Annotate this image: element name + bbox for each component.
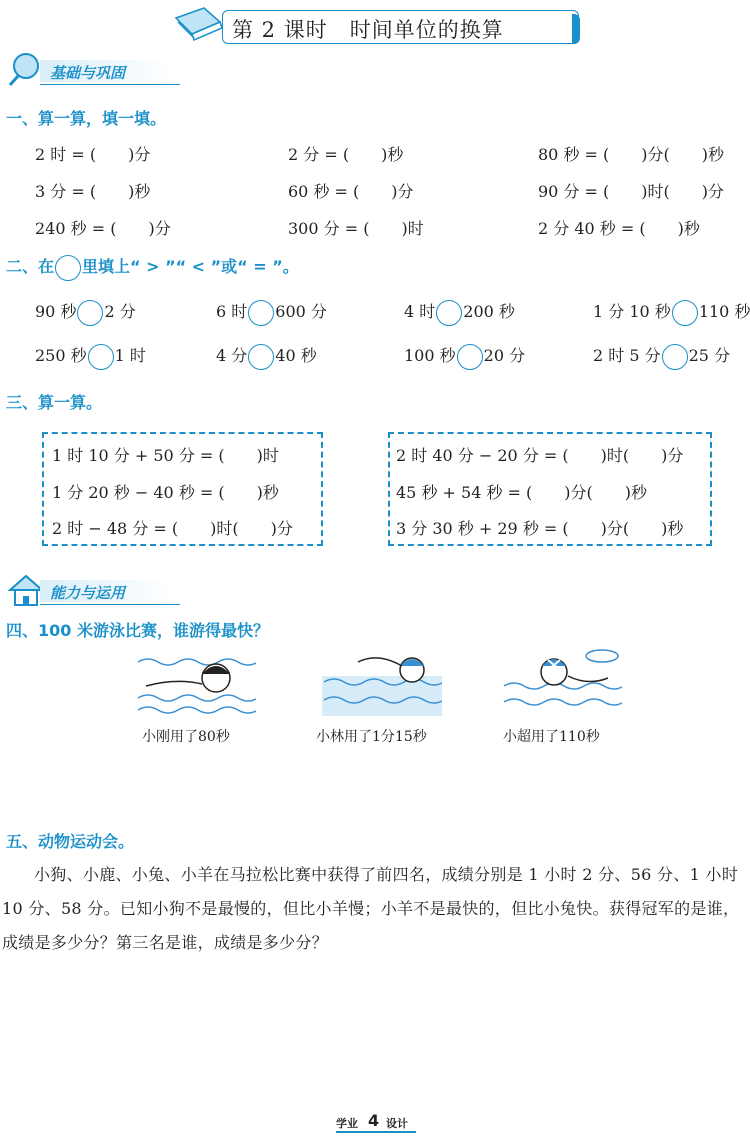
- q3-left-row: 2 时 − 48 分 = ( )时( )分: [52, 519, 293, 538]
- compare-circle[interactable]: [662, 344, 688, 370]
- swimmer-xiaolin-illustration: [322, 650, 442, 720]
- compare-circle[interactable]: [248, 344, 274, 370]
- section-banner-label: 基础与巩固: [50, 64, 126, 82]
- section-banner-label: 能力与运用: [50, 584, 126, 602]
- swimmer-caption: 小刚用了80秒: [142, 729, 230, 745]
- q5-heading: 五、动物运动会。: [6, 832, 135, 851]
- compare-circle[interactable]: [457, 344, 483, 370]
- header-banner: [170, 6, 590, 48]
- q5-body: 小狗、小鹿、小兔、小羊在马拉松比赛中获得了前四名，成绩分别是 1 小时 2 分、56 分、1 小时 10 分、58 分。已知小狗不是最慢的，但比小羊慢；小羊不是最快的，但比小兔快。获得冠军的是谁，成绩是多少分？第三名是谁，成绩是多少分？: [2, 865, 740, 952]
- swimmer-xiaogang-illustration: [136, 650, 256, 720]
- compare-item: 4 分 40 秒: [216, 343, 317, 370]
- compare-item: 90 秒 2 分: [35, 299, 136, 326]
- q1-cell: 2 时 = ( )分: [35, 145, 151, 164]
- page-number: 4: [368, 1111, 380, 1130]
- q1-cell: 90 分 = ( )时( )分: [538, 182, 724, 201]
- q1-cell: 60 秒 = ( )分: [288, 182, 414, 201]
- q3-right-row: 2 时 40 分 − 20 分 = ( )时( )分: [396, 446, 684, 465]
- q3-right-row: 3 分 30 秒 + 29 秒 = ( )分( )秒: [396, 519, 684, 538]
- footer-right: 设计: [386, 1117, 408, 1130]
- q1-cell: 2 分 = ( )秒: [288, 145, 404, 164]
- q2-heading-a: 二、在: [6, 257, 55, 276]
- compare-item: 4 时 200 秒: [404, 299, 515, 326]
- q4-heading: 四、100 米游泳比赛，谁游得最快？: [6, 621, 269, 640]
- compare-item: 2 时 5 分 25 分: [593, 343, 730, 370]
- compare-circle[interactable]: [672, 300, 698, 326]
- swimmer-caption: 小林用了1分15秒: [316, 729, 427, 745]
- compare-item: 100 秒 20 分: [404, 343, 525, 370]
- q1-cell: 300 分 = ( )时: [288, 219, 424, 238]
- compare-item: 1 分 10 秒 110 秒: [593, 299, 750, 326]
- q3-left-row: 1 时 10 分 + 50 分 = ( )时: [52, 446, 279, 465]
- compare-circle-icon: [55, 255, 81, 281]
- q3-heading: 三、算一算。: [6, 393, 103, 412]
- swimmer-xiaochao-illustration: [502, 646, 622, 716]
- page-title: 第 2 课时 时间单位的换算: [232, 18, 504, 42]
- q1-heading: 一、算一算，填一填。: [6, 109, 167, 128]
- q1-cell: 3 分 = ( )秒: [35, 182, 151, 201]
- footer-left: 学业: [336, 1117, 358, 1130]
- q3-right-row: 45 秒 + 54 秒 = ( )分( )秒: [396, 483, 648, 502]
- book-icon: [170, 6, 230, 46]
- compare-circle[interactable]: [248, 300, 274, 326]
- compare-item: 6 时 600 分: [216, 299, 327, 326]
- compare-circle[interactable]: [436, 300, 462, 326]
- compare-circle[interactable]: [88, 344, 114, 370]
- footer: [336, 1111, 416, 1133]
- compare-circle[interactable]: [77, 300, 103, 326]
- compare-item: 250 秒 1 时: [35, 343, 146, 370]
- section-banner-basics: [6, 50, 176, 88]
- q2-heading: [6, 254, 299, 281]
- section-banner-ability: [6, 572, 176, 610]
- swimmer-caption: 小超用了110秒: [503, 729, 600, 745]
- q1-cell: 2 分 40 秒 = ( )秒: [538, 219, 700, 238]
- q2-heading-b: 里填上“ > ”“ < ”或“ = ”。: [82, 257, 299, 276]
- q1-cell: 240 秒 = ( )分: [35, 219, 171, 238]
- q1-cell: 80 秒 = ( )分( )秒: [538, 145, 724, 164]
- q3-left-row: 1 分 20 秒 − 40 秒 = ( )秒: [52, 483, 279, 502]
